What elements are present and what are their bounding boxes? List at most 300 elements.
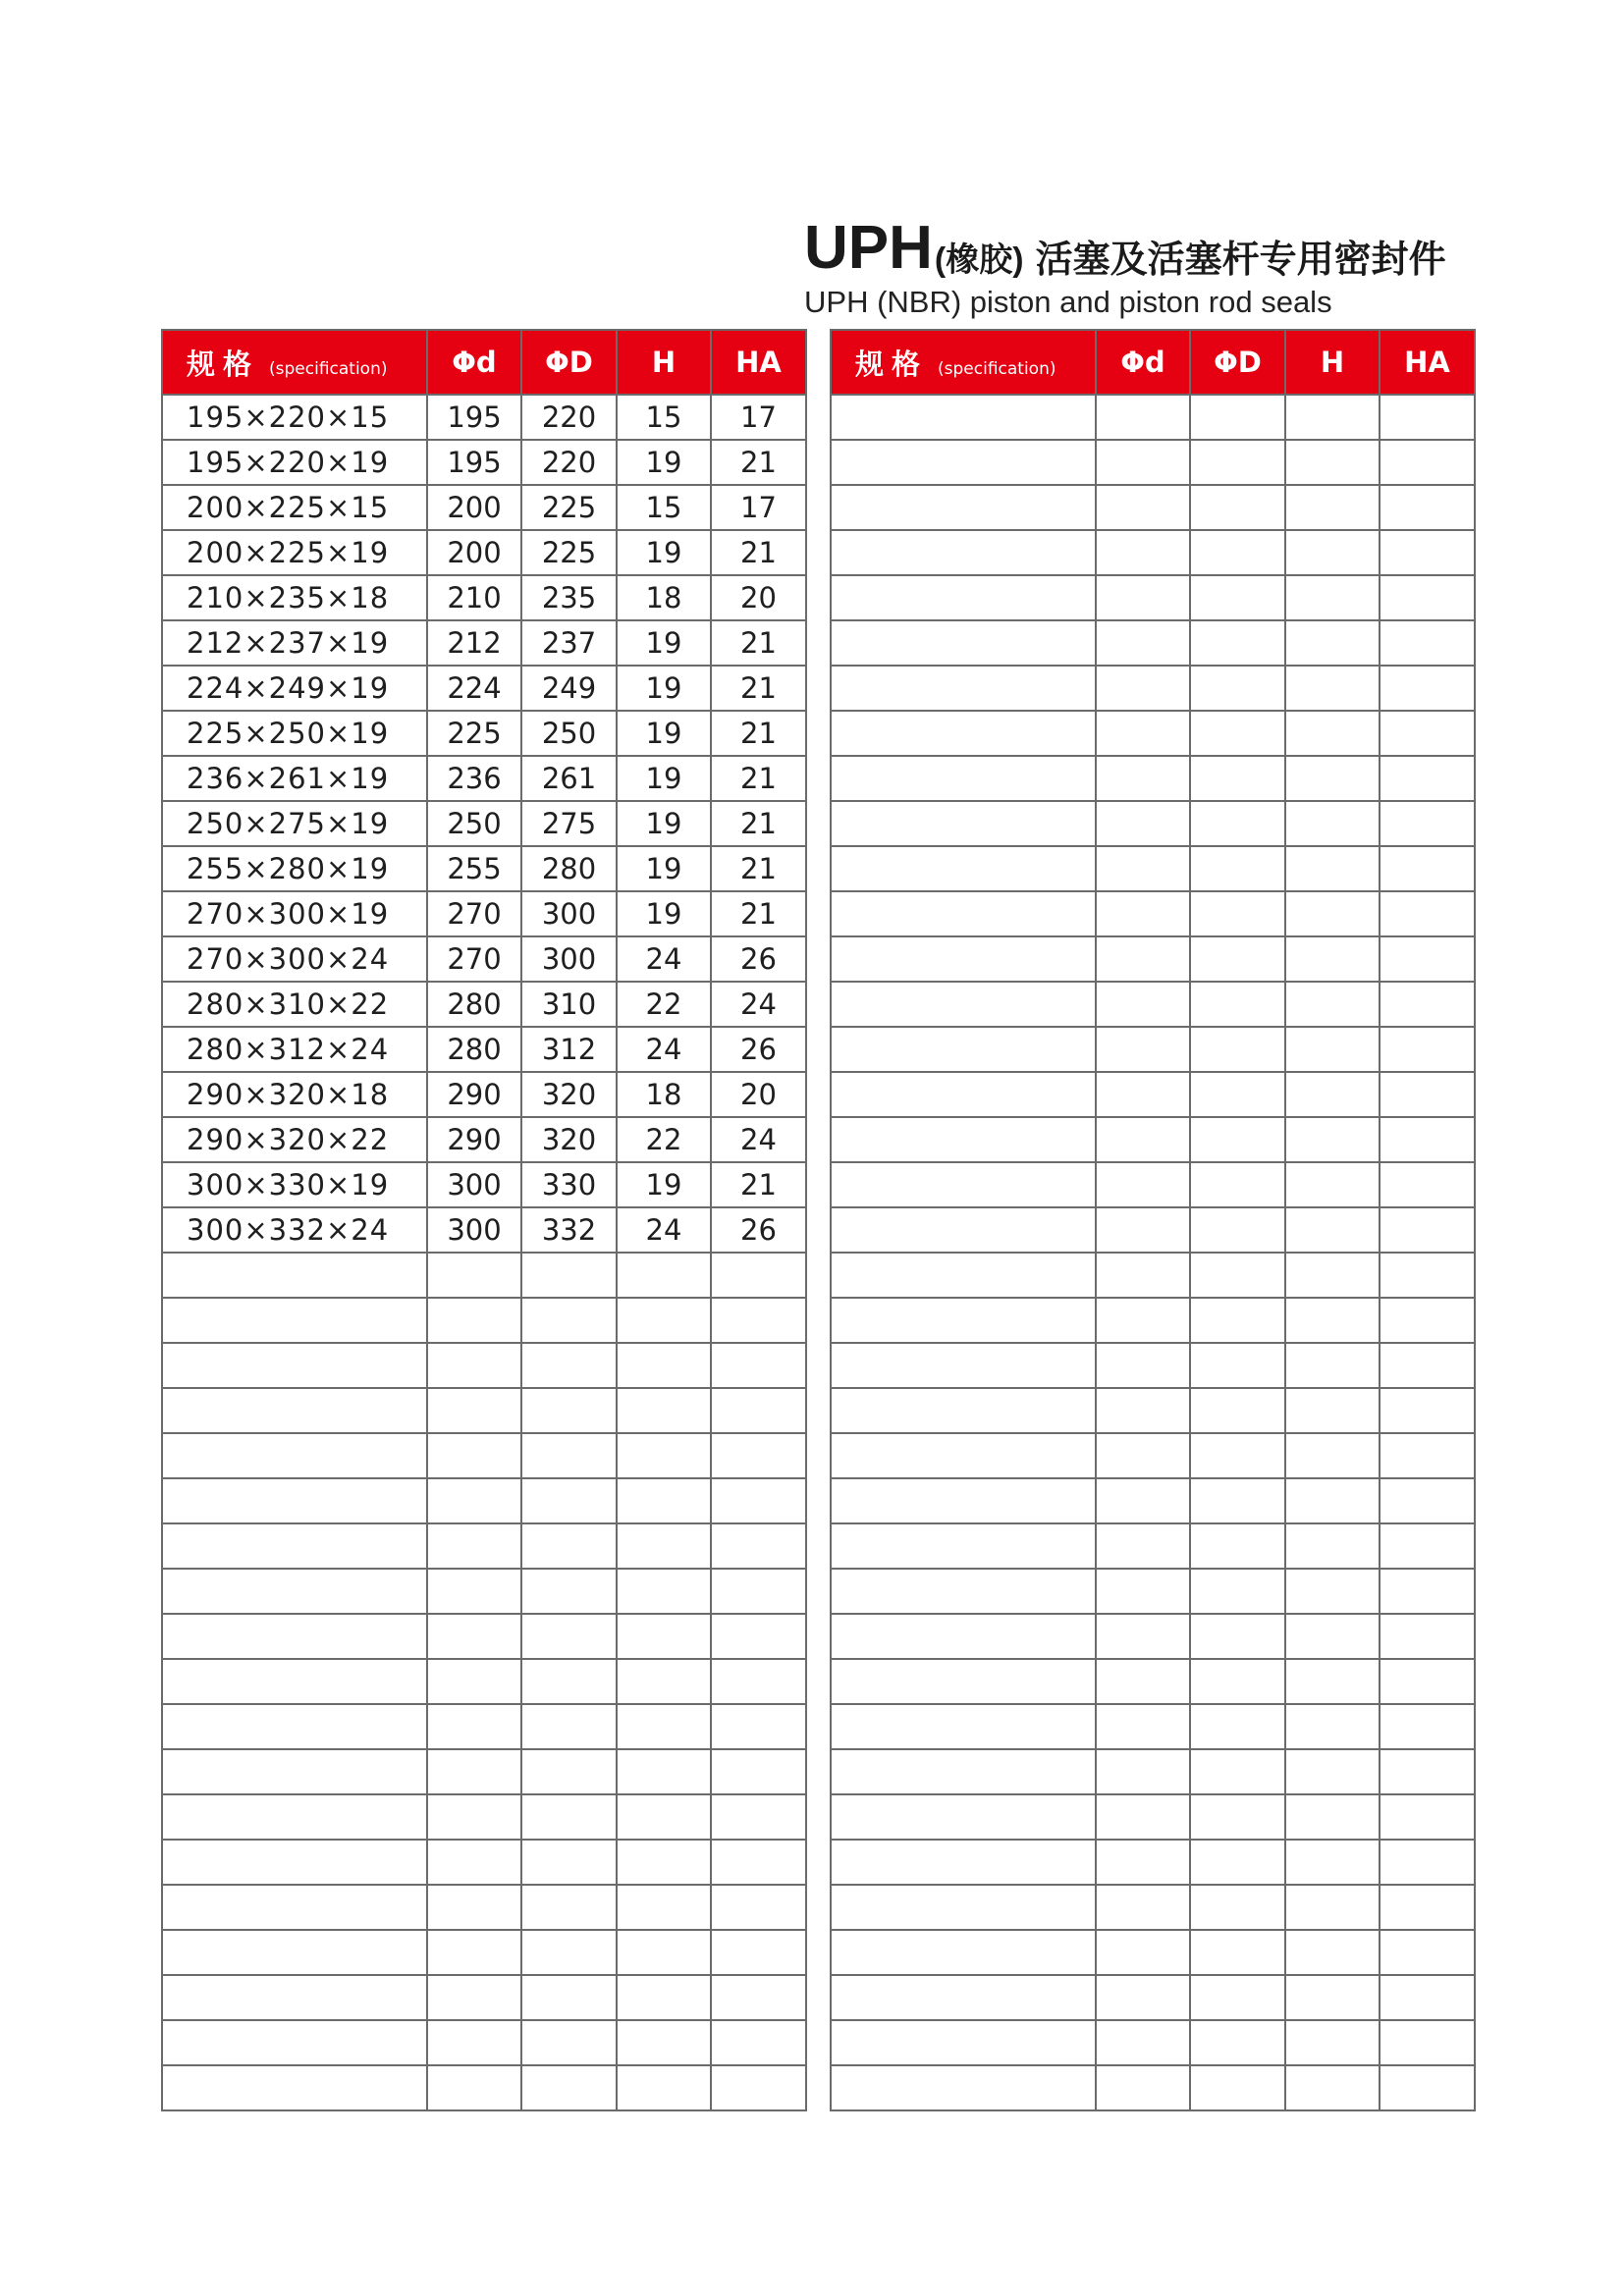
height-a-cell: 21 <box>711 666 806 711</box>
spec-cell: 280×312×24 <box>162 1027 427 1072</box>
empty-cell <box>711 2020 806 2065</box>
empty-cell <box>1380 1253 1475 1298</box>
empty-table-row <box>831 1794 1475 1840</box>
empty-cell <box>711 1523 806 1569</box>
empty-cell <box>1380 1072 1475 1117</box>
spec-header-en: (specification) <box>938 358 1056 379</box>
outer-diameter-cell: 220 <box>521 395 617 440</box>
empty-cell <box>1096 1794 1190 1840</box>
empty-table-row <box>831 1930 1475 1975</box>
empty-cell <box>1380 1162 1475 1207</box>
empty-cell <box>1285 1253 1380 1298</box>
page-title <box>804 214 1482 282</box>
empty-cell <box>1380 395 1475 440</box>
empty-cell <box>1190 1298 1285 1343</box>
empty-cell <box>1285 1388 1380 1433</box>
empty-cell <box>617 1749 711 1794</box>
empty-cell <box>1285 2020 1380 2065</box>
table-header-row <box>162 330 806 395</box>
height-cell: 19 <box>617 620 711 666</box>
empty-table-row <box>162 2020 806 2065</box>
empty-cell <box>1380 846 1475 891</box>
empty-cell <box>521 1614 617 1659</box>
empty-cell <box>521 1388 617 1433</box>
empty-cell <box>711 2065 806 2110</box>
empty-cell <box>162 1298 427 1343</box>
empty-table-row <box>162 1704 806 1749</box>
outer-diameter-cell: 332 <box>521 1207 617 1253</box>
empty-cell <box>711 1704 806 1749</box>
empty-cell <box>1190 936 1285 982</box>
spec-cell: 200×225×19 <box>162 530 427 575</box>
empty-cell <box>162 1388 427 1433</box>
outer-diameter-cell: 220 <box>521 440 617 485</box>
empty-cell <box>162 1253 427 1298</box>
empty-cell <box>427 1298 521 1343</box>
empty-cell <box>162 1614 427 1659</box>
empty-cell <box>1285 801 1380 846</box>
height-cell: 19 <box>617 440 711 485</box>
empty-cell <box>1285 1523 1380 1569</box>
empty-cell <box>427 1840 521 1885</box>
height-a-cell: 21 <box>711 620 806 666</box>
empty-cell <box>1380 485 1475 530</box>
empty-cell <box>1096 1569 1190 1614</box>
empty-cell <box>831 1162 1096 1207</box>
height-a-header: HA <box>711 330 806 395</box>
empty-cell <box>1285 395 1380 440</box>
empty-cell <box>1096 1027 1190 1072</box>
empty-cell <box>831 395 1096 440</box>
empty-cell <box>1285 1027 1380 1072</box>
empty-cell <box>831 1388 1096 1433</box>
height-cell: 18 <box>617 575 711 620</box>
empty-cell <box>1380 756 1475 801</box>
empty-table-row <box>162 1840 806 1885</box>
inner-diameter-cell: 250 <box>427 801 521 846</box>
product-name-en: UPH (NBR) piston and piston rod seals <box>804 285 1332 319</box>
spec-table-left-body <box>162 395 806 2110</box>
empty-cell <box>831 1840 1096 1885</box>
empty-table-row <box>831 801 1475 846</box>
empty-cell <box>521 1794 617 1840</box>
empty-cell <box>831 666 1096 711</box>
empty-cell <box>617 1298 711 1343</box>
empty-cell <box>711 1298 806 1343</box>
empty-table-row <box>162 1569 806 1614</box>
empty-cell <box>1285 1840 1380 1885</box>
height-cell: 22 <box>617 982 711 1027</box>
empty-cell <box>521 1298 617 1343</box>
empty-table-row <box>162 1659 806 1704</box>
empty-cell <box>1190 1207 1285 1253</box>
empty-cell <box>1096 1478 1190 1523</box>
empty-cell <box>831 1207 1096 1253</box>
empty-cell <box>1190 575 1285 620</box>
empty-cell <box>831 1027 1096 1072</box>
empty-cell <box>617 1569 711 1614</box>
empty-cell <box>1190 756 1285 801</box>
page-header <box>804 214 1482 320</box>
empty-cell <box>1285 936 1380 982</box>
empty-cell <box>521 1569 617 1614</box>
empty-cell <box>162 1704 427 1749</box>
empty-cell <box>831 801 1096 846</box>
spec-column-header <box>831 330 1096 395</box>
empty-cell <box>1190 440 1285 485</box>
empty-cell <box>1190 1523 1285 1569</box>
height-cell: 19 <box>617 756 711 801</box>
empty-cell <box>521 1343 617 1388</box>
empty-cell <box>1190 1930 1285 1975</box>
empty-cell <box>831 1930 1096 1975</box>
empty-table-row <box>831 1298 1475 1343</box>
height-cell: 24 <box>617 1027 711 1072</box>
empty-table-row <box>831 1975 1475 2020</box>
height-a-cell: 26 <box>711 1207 806 1253</box>
empty-cell <box>831 1343 1096 1388</box>
empty-cell <box>617 2020 711 2065</box>
empty-cell <box>1380 1704 1475 1749</box>
outer-diameter-header: ΦD <box>521 330 617 395</box>
height-header: H <box>617 330 711 395</box>
empty-cell <box>1285 1162 1380 1207</box>
empty-cell <box>521 1885 617 1930</box>
height-a-cell: 26 <box>711 936 806 982</box>
empty-cell <box>711 1749 806 1794</box>
empty-cell <box>831 982 1096 1027</box>
spec-cell: 200×225×15 <box>162 485 427 530</box>
empty-cell <box>162 2020 427 2065</box>
inner-diameter-cell: 255 <box>427 846 521 891</box>
empty-cell <box>617 1614 711 1659</box>
spec-cell: 300×332×24 <box>162 1207 427 1253</box>
inner-diameter-cell: 195 <box>427 395 521 440</box>
empty-cell <box>711 1569 806 1614</box>
empty-cell <box>427 1885 521 1930</box>
empty-table-row <box>162 1794 806 1840</box>
empty-cell <box>1380 801 1475 846</box>
empty-cell <box>617 1659 711 1704</box>
table-row <box>162 1117 806 1162</box>
inner-diameter-cell: 290 <box>427 1072 521 1117</box>
empty-cell <box>1285 1659 1380 1704</box>
empty-cell <box>1285 891 1380 936</box>
spec-column-header <box>162 330 427 395</box>
table-row <box>162 666 806 711</box>
empty-table-row <box>162 1523 806 1569</box>
inner-diameter-cell: 210 <box>427 575 521 620</box>
height-a-cell: 21 <box>711 801 806 846</box>
empty-cell <box>1096 575 1190 620</box>
spec-cell: 250×275×19 <box>162 801 427 846</box>
empty-cell <box>1096 2065 1190 2110</box>
empty-cell <box>162 1343 427 1388</box>
height-a-cell: 17 <box>711 395 806 440</box>
empty-cell <box>617 1433 711 1478</box>
spec-cell: 210×235×18 <box>162 575 427 620</box>
height-cell: 19 <box>617 666 711 711</box>
spec-cell: 212×237×19 <box>162 620 427 666</box>
outer-diameter-cell: 237 <box>521 620 617 666</box>
empty-cell <box>1380 1614 1475 1659</box>
height-cell: 18 <box>617 1072 711 1117</box>
empty-table-row <box>831 711 1475 756</box>
empty-cell <box>427 1343 521 1388</box>
empty-table-row <box>831 530 1475 575</box>
outer-diameter-cell: 250 <box>521 711 617 756</box>
empty-cell <box>427 1975 521 2020</box>
outer-diameter-cell: 312 <box>521 1027 617 1072</box>
empty-cell <box>617 1840 711 1885</box>
empty-cell <box>617 1343 711 1388</box>
empty-cell <box>1380 1478 1475 1523</box>
empty-cell <box>1285 1930 1380 1975</box>
empty-cell <box>1096 711 1190 756</box>
empty-cell <box>1096 1433 1190 1478</box>
empty-cell <box>1190 711 1285 756</box>
outer-diameter-cell: 310 <box>521 982 617 1027</box>
empty-table-row <box>831 936 1475 982</box>
empty-cell <box>711 1840 806 1885</box>
empty-cell <box>831 1298 1096 1343</box>
empty-cell <box>1380 1885 1475 1930</box>
empty-cell <box>1285 1885 1380 1930</box>
empty-cell <box>521 1975 617 2020</box>
table-row <box>162 440 806 485</box>
empty-cell <box>831 1794 1096 1840</box>
empty-cell <box>427 1388 521 1433</box>
height-a-cell: 21 <box>711 846 806 891</box>
empty-cell <box>1190 1794 1285 1840</box>
inner-diameter-cell: 300 <box>427 1207 521 1253</box>
empty-cell <box>1285 1298 1380 1343</box>
table-row <box>162 530 806 575</box>
empty-cell <box>1380 1794 1475 1840</box>
empty-table-row <box>162 1930 806 1975</box>
empty-table-row <box>831 1388 1475 1433</box>
empty-cell <box>831 2065 1096 2110</box>
empty-cell <box>1190 395 1285 440</box>
empty-cell <box>1190 2020 1285 2065</box>
spec-table-right <box>830 329 1476 2111</box>
product-code: UPH <box>804 214 933 282</box>
empty-cell <box>1190 1749 1285 1794</box>
empty-cell <box>1096 620 1190 666</box>
height-cell: 22 <box>617 1117 711 1162</box>
empty-cell <box>427 1569 521 1614</box>
empty-cell <box>162 1478 427 1523</box>
empty-cell <box>1380 2020 1475 2065</box>
empty-table-row <box>831 1659 1475 1704</box>
empty-cell <box>162 1523 427 1569</box>
empty-cell <box>831 1975 1096 2020</box>
height-cell: 24 <box>617 1207 711 1253</box>
empty-cell <box>1285 1478 1380 1523</box>
inner-diameter-cell: 195 <box>427 440 521 485</box>
empty-cell <box>831 1253 1096 1298</box>
empty-cell <box>521 1659 617 1704</box>
empty-cell <box>617 1930 711 1975</box>
material-label: (橡胶) <box>934 241 1024 279</box>
empty-table-row <box>831 846 1475 891</box>
empty-cell <box>1190 1162 1285 1207</box>
empty-cell <box>1285 1749 1380 1794</box>
empty-cell <box>1190 1433 1285 1478</box>
empty-cell <box>711 1794 806 1840</box>
empty-table-row <box>831 440 1475 485</box>
empty-cell <box>617 2065 711 2110</box>
table-row <box>162 756 806 801</box>
empty-cell <box>1285 1794 1380 1840</box>
empty-cell <box>1190 801 1285 846</box>
empty-cell <box>1285 756 1380 801</box>
empty-cell <box>831 485 1096 530</box>
inner-diameter-cell: 224 <box>427 666 521 711</box>
empty-cell <box>831 1523 1096 1569</box>
inner-diameter-header: Φd <box>1096 330 1190 395</box>
inner-diameter-cell: 270 <box>427 891 521 936</box>
inner-diameter-cell: 300 <box>427 1162 521 1207</box>
spec-cell: 225×250×19 <box>162 711 427 756</box>
spec-cell: 195×220×15 <box>162 395 427 440</box>
empty-cell <box>521 1523 617 1569</box>
empty-cell <box>831 1569 1096 1614</box>
empty-cell <box>1285 620 1380 666</box>
empty-cell <box>711 1930 806 1975</box>
inner-diameter-cell: 212 <box>427 620 521 666</box>
empty-cell <box>831 1072 1096 1117</box>
spec-cell: 300×330×19 <box>162 1162 427 1207</box>
table-row <box>162 575 806 620</box>
empty-cell <box>617 1704 711 1749</box>
empty-cell <box>521 1433 617 1478</box>
empty-cell <box>1190 1388 1285 1433</box>
empty-cell <box>427 1930 521 1975</box>
empty-table-row <box>831 666 1475 711</box>
table-row <box>162 1072 806 1117</box>
empty-cell <box>1096 1117 1190 1162</box>
spec-cell: 195×220×19 <box>162 440 427 485</box>
empty-cell <box>427 1478 521 1523</box>
empty-cell <box>831 440 1096 485</box>
height-a-cell: 20 <box>711 1072 806 1117</box>
empty-table-row <box>831 891 1475 936</box>
outer-diameter-cell: 261 <box>521 756 617 801</box>
empty-cell <box>1380 1569 1475 1614</box>
empty-cell <box>1096 1298 1190 1343</box>
empty-cell <box>1380 1433 1475 1478</box>
empty-cell <box>1096 1523 1190 1569</box>
inner-diameter-cell: 280 <box>427 982 521 1027</box>
table-row <box>162 485 806 530</box>
empty-cell <box>427 1704 521 1749</box>
empty-table-row <box>831 1749 1475 1794</box>
empty-cell <box>1380 1840 1475 1885</box>
empty-cell <box>521 2020 617 2065</box>
empty-table-row <box>831 2020 1475 2065</box>
outer-diameter-cell: 330 <box>521 1162 617 1207</box>
empty-cell <box>831 1704 1096 1749</box>
empty-cell <box>1380 575 1475 620</box>
table-row <box>162 801 806 846</box>
empty-cell <box>1285 1614 1380 1659</box>
empty-cell <box>1096 1253 1190 1298</box>
empty-cell <box>1380 982 1475 1027</box>
empty-cell <box>1380 1207 1475 1253</box>
empty-table-row <box>831 1117 1475 1162</box>
empty-cell <box>1285 1072 1380 1117</box>
empty-table-row <box>162 1343 806 1388</box>
inner-diameter-cell: 236 <box>427 756 521 801</box>
empty-cell <box>1380 530 1475 575</box>
empty-table-row <box>831 756 1475 801</box>
empty-table-row <box>831 1207 1475 1253</box>
spec-cell: 290×320×18 <box>162 1072 427 1117</box>
empty-cell <box>1190 1569 1285 1614</box>
inner-diameter-cell: 270 <box>427 936 521 982</box>
empty-cell <box>1096 846 1190 891</box>
height-header: H <box>1285 330 1380 395</box>
empty-cell <box>427 2065 521 2110</box>
height-a-cell: 24 <box>711 1117 806 1162</box>
empty-cell <box>162 1433 427 1478</box>
empty-cell <box>1096 756 1190 801</box>
empty-cell <box>1096 1614 1190 1659</box>
empty-cell <box>1285 1569 1380 1614</box>
empty-cell <box>1096 936 1190 982</box>
empty-cell <box>1285 440 1380 485</box>
empty-cell <box>831 846 1096 891</box>
empty-cell <box>617 1885 711 1930</box>
empty-cell <box>1380 440 1475 485</box>
empty-cell <box>162 1975 427 2020</box>
empty-cell <box>1096 1840 1190 1885</box>
empty-table-row <box>831 1478 1475 1523</box>
empty-cell <box>711 1433 806 1478</box>
empty-cell <box>831 1614 1096 1659</box>
outer-diameter-cell: 235 <box>521 575 617 620</box>
spec-header-cn: 规格 <box>187 347 260 381</box>
empty-cell <box>1096 1659 1190 1704</box>
spec-cell: 270×300×24 <box>162 936 427 982</box>
empty-cell <box>1380 620 1475 666</box>
height-cell: 19 <box>617 801 711 846</box>
empty-cell <box>1096 530 1190 575</box>
empty-cell <box>1096 666 1190 711</box>
empty-cell <box>1285 1343 1380 1388</box>
empty-cell <box>711 1388 806 1433</box>
height-a-cell: 21 <box>711 711 806 756</box>
empty-table-row <box>162 1614 806 1659</box>
height-a-cell: 21 <box>711 530 806 575</box>
empty-cell <box>831 1885 1096 1930</box>
empty-cell <box>1285 666 1380 711</box>
empty-cell <box>1096 1207 1190 1253</box>
empty-cell <box>1380 1343 1475 1388</box>
empty-cell <box>831 620 1096 666</box>
empty-cell <box>1096 1704 1190 1749</box>
empty-cell <box>1380 1298 1475 1343</box>
height-a-cell: 26 <box>711 1027 806 1072</box>
empty-cell <box>831 1478 1096 1523</box>
empty-cell <box>1285 711 1380 756</box>
outer-diameter-cell: 280 <box>521 846 617 891</box>
empty-cell <box>1096 1930 1190 1975</box>
spec-cell: 236×261×19 <box>162 756 427 801</box>
empty-cell <box>427 1659 521 1704</box>
empty-cell <box>831 2020 1096 2065</box>
